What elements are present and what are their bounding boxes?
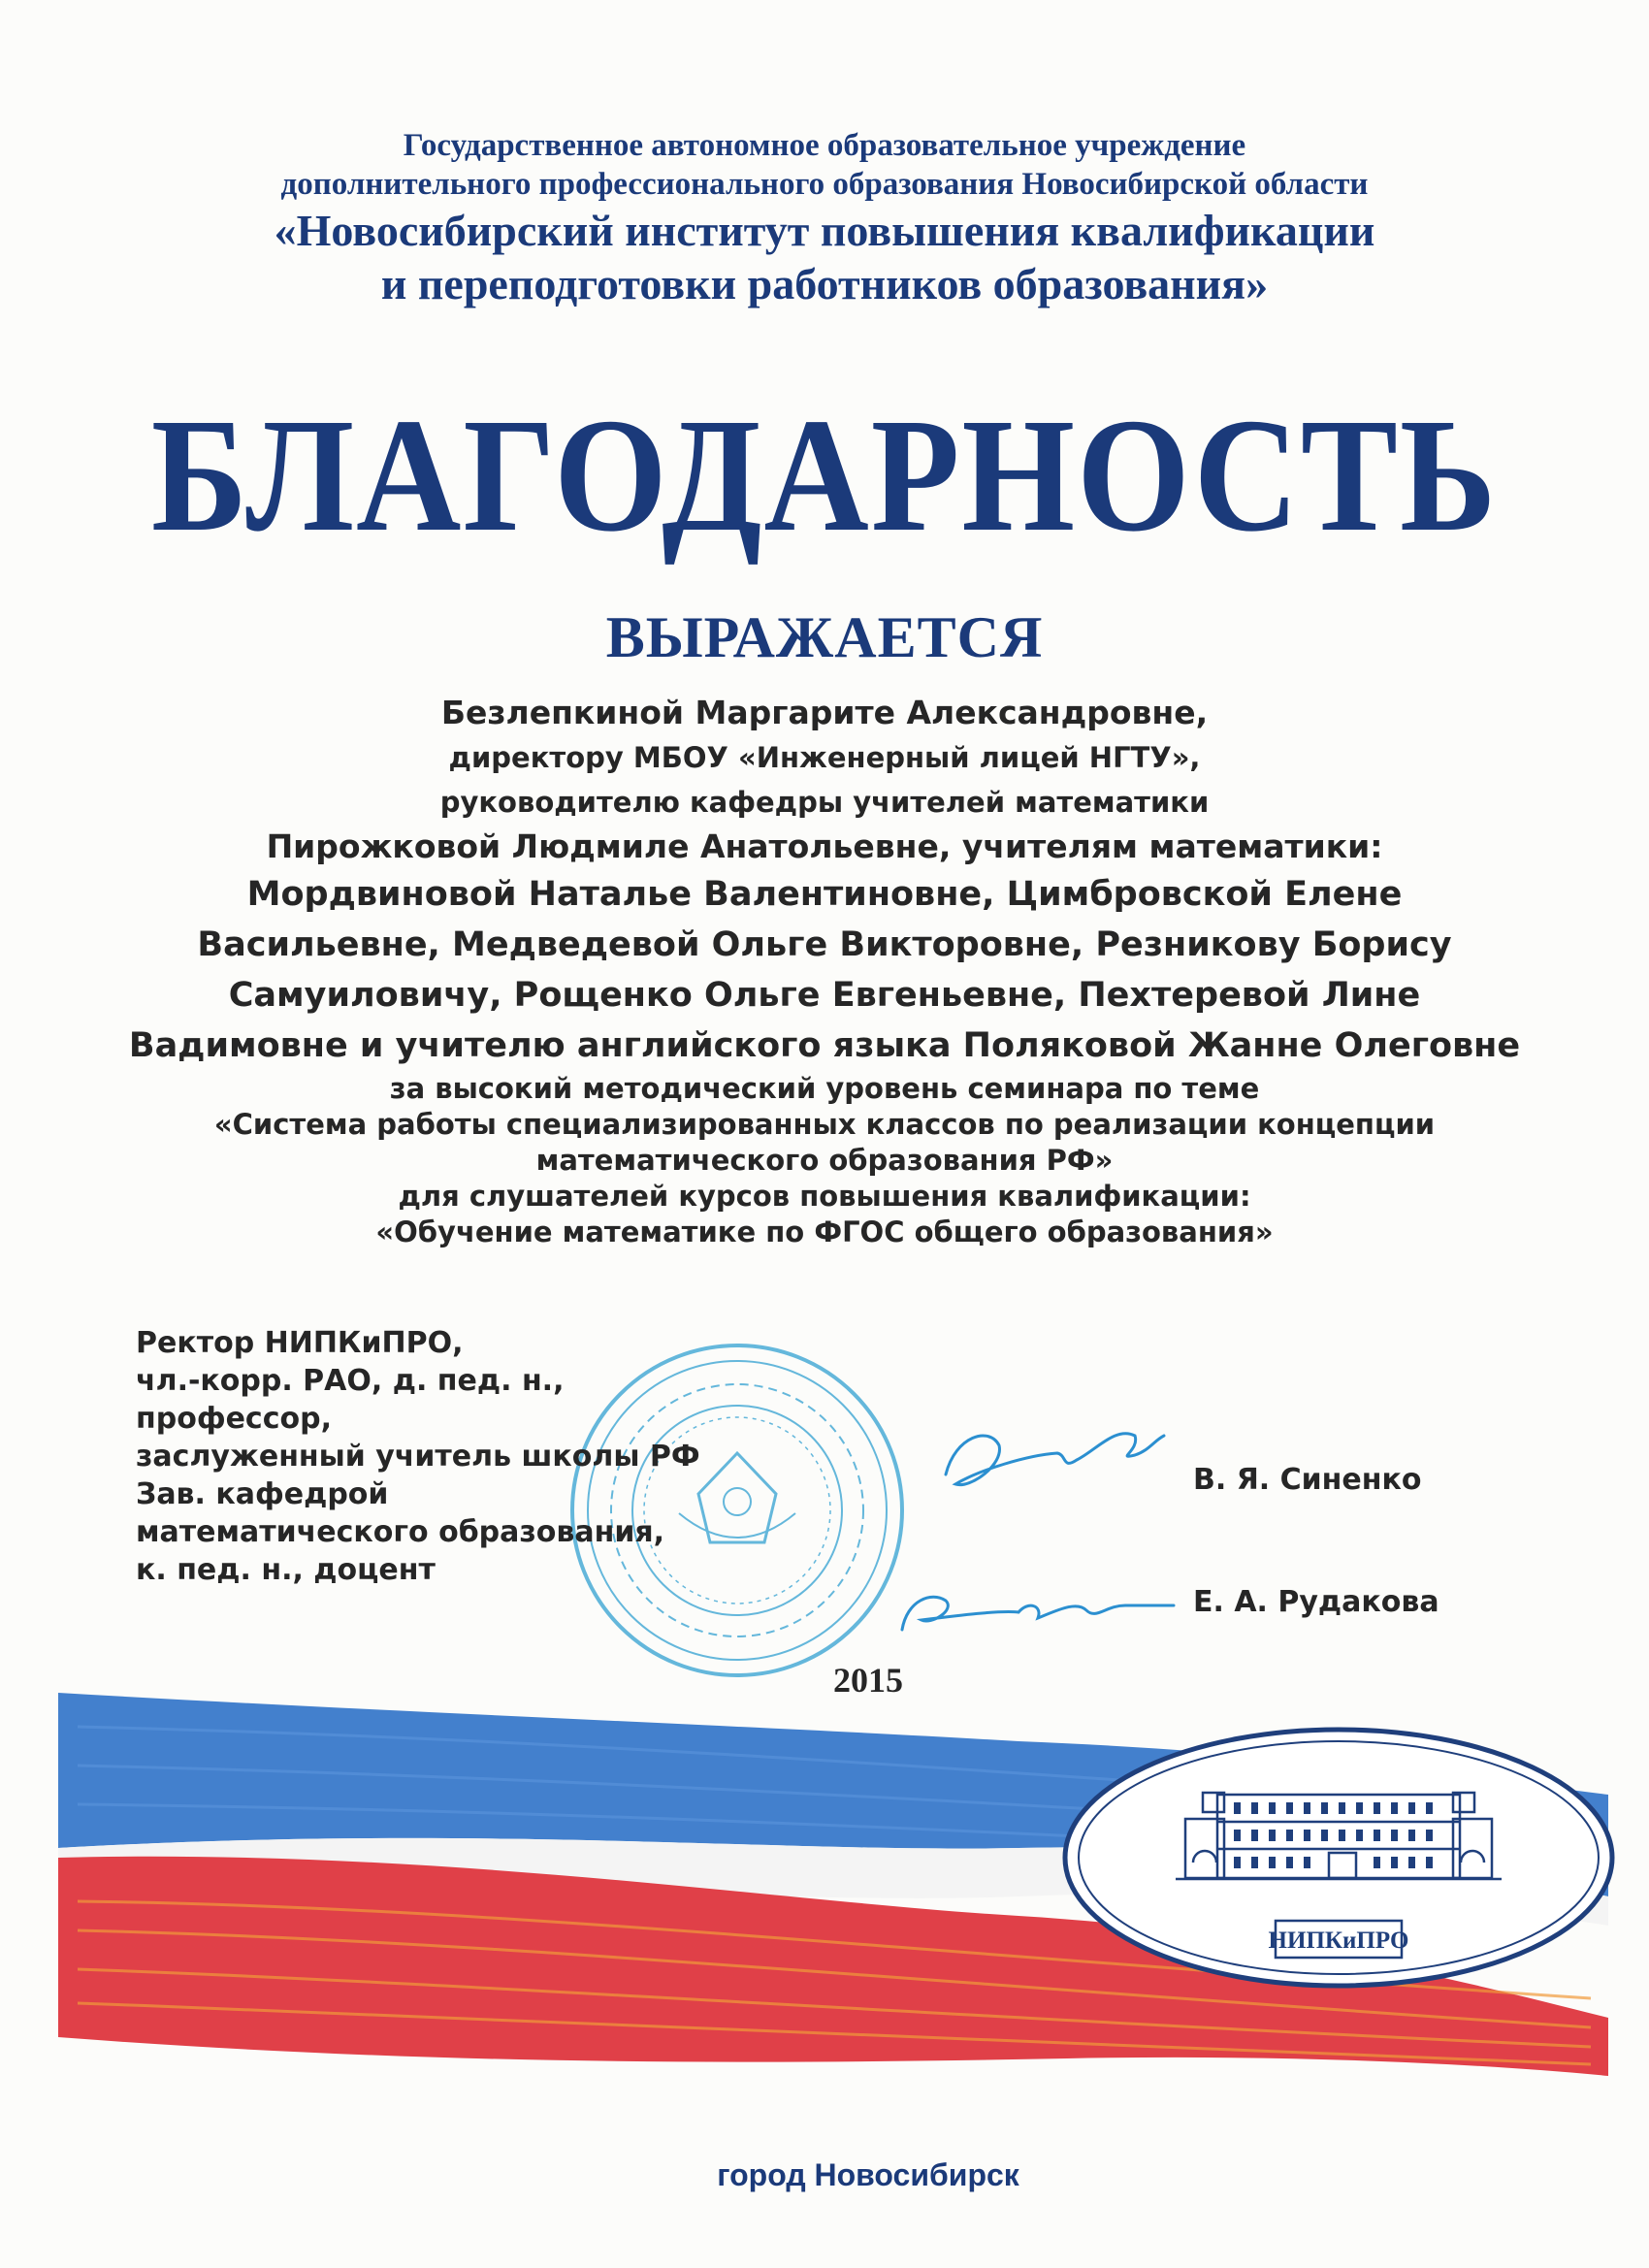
body-line-5: Мордвиновой Наталье Валентиновне, Цимбровской Елене (246, 875, 1403, 914)
header-line-1: Государственное автономное образовательное учреждение (403, 128, 1246, 163)
header-line-2: дополнительного профессионального образования Новосибирской области (280, 167, 1369, 202)
body-line-8: Вадимовне и учителю английского языка Поляковой Жанне Олеговне (128, 1026, 1521, 1065)
signatory-line-3: профессор, (136, 1402, 332, 1436)
body-line-7: Самуиловичу, Рощенко Ольге Евгеньевне, Пехтеревой Лине (228, 976, 1421, 1015)
city-footer: город Новосибирск (717, 2157, 1019, 2192)
signatory-line-4: заслуженный учитель школы РФ (136, 1440, 700, 1474)
body-line-9: за высокий методический уровень семинара по теме (389, 1072, 1260, 1105)
signatory-line-6: математического образования, (136, 1515, 665, 1549)
head-signature (902, 1597, 1174, 1630)
emblem-label: НИПКиПРО (1268, 1928, 1409, 1954)
body-line-13: «Обучение математике по ФГОС общего образования» (375, 1215, 1274, 1248)
body-line-1: Безлепкиной Маргарите Александровне, (440, 694, 1209, 731)
document-title: БЛАГОДАРНОСТЬ (150, 385, 1499, 566)
body-line-11: математического образования РФ» (535, 1144, 1114, 1177)
signatory-line-1: Ректор НИПКиПРО, (136, 1326, 464, 1360)
head-name: Е. А. Рудакова (1193, 1585, 1439, 1619)
body-line-3: руководителю кафедры учителей математики (439, 786, 1210, 819)
body-line-10: «Система работы специализированных классов по реализации концепции (213, 1108, 1436, 1141)
header-line-3: «Новосибирский институт повышения квалификации (274, 206, 1375, 255)
signatory-line-5: Зав. кафедрой (136, 1477, 389, 1511)
rector-signature (946, 1434, 1164, 1485)
signatory-titles (136, 1324, 815, 1589)
document-subtitle: ВЫРАЖАЕТСЯ (605, 605, 1044, 669)
body-line-6: Васильевне, Медведевой Ольге Викторовне, Резникову Борису (197, 925, 1452, 964)
document-year: 2015 (833, 1661, 903, 1700)
body-line-4: Пирожковой Людмиле Анатольевне, учителям математики: (266, 827, 1383, 865)
nipkipro-emblem (1065, 1730, 1612, 1986)
header-line-4: и переподготовки работников образования» (380, 259, 1269, 308)
signatory-line-2: чл.-корр. РАО, д. пед. н., (136, 1364, 565, 1398)
rector-name: В. Я. Синенко (1193, 1463, 1422, 1497)
body-line-12: для слушателей курсов повышения квалификации: (398, 1180, 1251, 1213)
body-line-2: директору МБОУ «Инженерный лицей НГТУ», (448, 741, 1201, 774)
signatory-line-7: к. пед. н., доцент (136, 1553, 436, 1587)
